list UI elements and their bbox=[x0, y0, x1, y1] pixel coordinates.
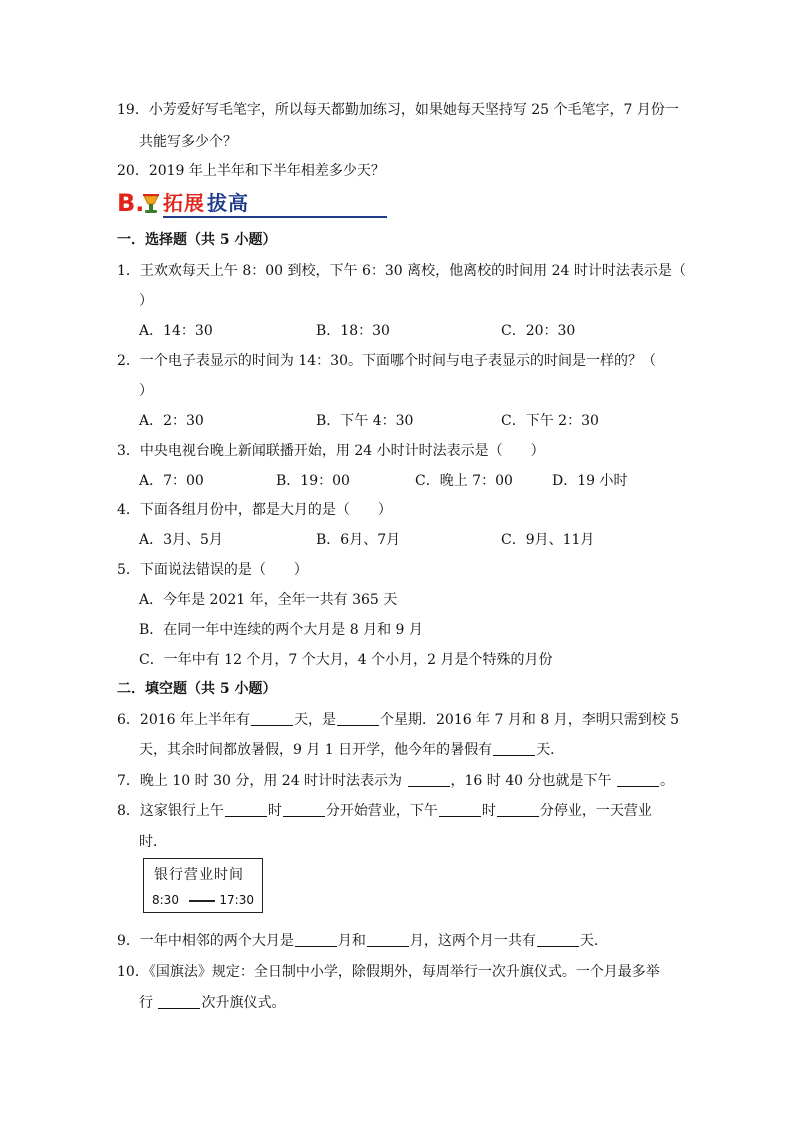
question-6-line-2 bbox=[139, 741, 564, 759]
q6-text-5: 天． bbox=[536, 742, 565, 758]
q9-text-2: 月和 bbox=[337, 933, 366, 949]
question-2-line-2: ） bbox=[139, 383, 153, 399]
q10-text-2: 次升旗仪式。 bbox=[201, 995, 286, 1011]
question-4-line-1: 4．下面各组月份中，都是大月的是（ ） bbox=[117, 502, 392, 518]
answer-blank[interactable] bbox=[537, 932, 579, 947]
answer-blank[interactable] bbox=[617, 772, 659, 787]
q10-text-1: 行 bbox=[139, 995, 158, 1011]
question-1-line-1: 1．王欢欢每天上午 8：00 到校，下午 6：30 离校，他离校的时间用 24 时计时法表示是（ bbox=[117, 263, 686, 279]
question-5-option-a: A．今年是 2021 年，全年一共有 365 天 bbox=[139, 592, 398, 608]
question-1-line-2: ） bbox=[139, 293, 153, 309]
question-1-option-a: A．14：30 bbox=[139, 323, 213, 339]
q6-text-4: 天，其余时间都放暑假，9 月 1 日开学，他今年的暑假有 bbox=[139, 742, 493, 758]
q8-text-2: 时 bbox=[267, 803, 282, 819]
question-1-option-b: B．18：30 bbox=[316, 323, 390, 339]
answer-blank[interactable] bbox=[295, 932, 337, 947]
question-19-line-1: 19．小芳爱好写毛笔字，所以每天都勤加练习，如果她每天坚持写 25 个毛笔字，7 月份一 bbox=[117, 102, 679, 118]
question-1-option-c: C．20：30 bbox=[501, 323, 576, 339]
q9-text-4: 天． bbox=[579, 933, 608, 949]
question-7-line-1 bbox=[117, 772, 674, 790]
answer-blank[interactable] bbox=[439, 802, 481, 817]
question-5-option-b: B．在同一年中连续的两个大月是 8 月和 9 月 bbox=[139, 622, 423, 638]
question-3-option-d: D．19 小时 bbox=[552, 473, 628, 489]
question-10-line-1: 10．《国旗法》规定：全日制中小学，除假期外，每周举行一次升旗仪式。一个月最多举 bbox=[117, 964, 660, 980]
answer-blank[interactable] bbox=[367, 932, 409, 947]
answer-blank[interactable] bbox=[283, 802, 325, 817]
question-5-option-c: C．一年中有 12 个月，7 个大月，4 个小月，2 月是个特殊的月份 bbox=[139, 652, 553, 668]
question-19-line-2: 共能写多少个？ bbox=[139, 134, 237, 150]
q6-text-2: 天，是 bbox=[294, 712, 336, 728]
question-3-option-a: A．7：00 bbox=[139, 473, 204, 489]
answer-blank[interactable] bbox=[337, 711, 379, 726]
lamp-icon bbox=[141, 193, 161, 215]
question-5-line-1: 5．下面说法错误的是（ ） bbox=[117, 562, 308, 578]
bank-hours-sign bbox=[143, 858, 263, 913]
banner-text-red: 拓展 bbox=[163, 191, 205, 215]
question-2-option-a: A．2：30 bbox=[139, 413, 204, 429]
bank-sign-open-time: 8:30 bbox=[152, 893, 179, 907]
bank-sign-title: 银行营业时间 bbox=[154, 867, 244, 883]
section-banner bbox=[117, 189, 277, 217]
answer-blank[interactable] bbox=[408, 772, 450, 787]
answer-blank[interactable] bbox=[497, 802, 539, 817]
question-2-option-b: B．下午 4：30 bbox=[316, 413, 414, 429]
answer-blank[interactable] bbox=[493, 741, 535, 756]
question-8-line-2: 时． bbox=[139, 834, 167, 850]
question-8-line-1 bbox=[117, 802, 652, 820]
q9-text-1: 9．一年中相邻的两个大月是 bbox=[117, 933, 294, 949]
section-2-heading: 二．填空题（共 5 小题） bbox=[117, 681, 277, 697]
bank-sign-dash bbox=[189, 900, 215, 902]
banner-letter: B. bbox=[117, 189, 145, 217]
question-4-option-a: A．3月、5月 bbox=[139, 532, 223, 548]
q6-text-1: 6．2016 年上半年有 bbox=[117, 712, 250, 728]
q8-text-4: 时 bbox=[481, 803, 496, 819]
banner-underline bbox=[163, 216, 387, 218]
q7-text-3: 。 bbox=[659, 773, 674, 789]
question-4-option-c: C．9月、11月 bbox=[501, 532, 595, 548]
question-20: 20．2019 年上半年和下半年相差多少天？ bbox=[117, 163, 385, 179]
question-2-line-1: 2．一个电子表显示的时间为 14：30。下面哪个时间与电子表显示的时间是一样的？（ bbox=[117, 353, 656, 369]
question-6-line-1 bbox=[117, 711, 679, 729]
answer-blank[interactable] bbox=[158, 994, 200, 1009]
question-3-option-b: B．19：00 bbox=[276, 473, 350, 489]
q6-text-3: 个星期．2016 年 7 月和 8 月，李明只需到校 5 bbox=[380, 712, 680, 728]
bank-sign-close-time: 17:30 bbox=[219, 893, 254, 907]
question-9-line-1 bbox=[117, 932, 608, 950]
question-4-option-b: B．6月、7月 bbox=[316, 532, 401, 548]
section-1-heading: 一．选择题（共 5 小题） bbox=[117, 232, 277, 248]
q8-text-1: 8．这家银行上午 bbox=[117, 803, 224, 819]
q7-text-2: ，16 时 40 分也就是下午 bbox=[450, 773, 616, 789]
banner-text-blue: 拔高 bbox=[207, 191, 249, 215]
question-10-line-2 bbox=[139, 994, 285, 1012]
question-2-option-c: C．下午 2：30 bbox=[501, 413, 599, 429]
q8-text-5: 分停业，一天营业 bbox=[539, 803, 652, 819]
answer-blank[interactable] bbox=[225, 802, 267, 817]
question-3-line-1: 3．中央电视台晚上新闻联播开始，用 24 小时计时法表示是（ ） bbox=[117, 443, 545, 459]
q7-text-1: 7．晚上 10 时 30 分，用 24 时计时法表示为 bbox=[117, 773, 407, 789]
q8-text-3: 分开始营业，下午 bbox=[325, 803, 438, 819]
q9-text-3: 月，这两个月一共有 bbox=[409, 933, 536, 949]
question-3-option-c: C．晚上 7：00 bbox=[415, 473, 513, 489]
answer-blank[interactable] bbox=[251, 711, 293, 726]
